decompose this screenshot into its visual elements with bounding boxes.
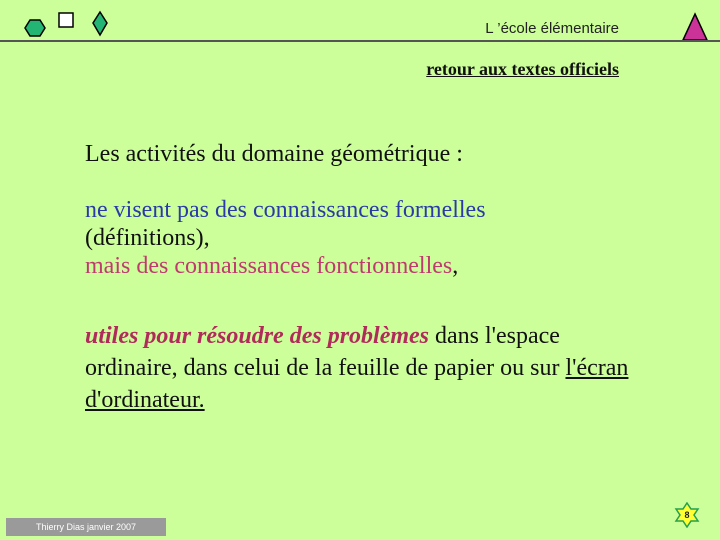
functional-knowledge-line: mais des connaissances fonctionnelles [85,253,453,279]
space-description: dans l'espace ordinaire, dans celui de la feuille de papier ou sur [85,323,566,381]
page-number: 8 [684,510,690,520]
header-divider [0,40,720,42]
slide-heading: Les activités du domaine géométrique : [85,141,463,167]
page-header-title: L ’école élémentaire [485,20,619,37]
comma: , [452,253,459,279]
square-icon[interactable] [59,13,73,27]
home-hexagon-icon[interactable] [25,20,45,36]
footer-credit: Thierry Dias janvier 2007 [6,518,166,536]
formal-knowledge-line: ne visent pas des connaissances formelles [85,197,486,223]
useful-problems-emphasis: utiles pour résoudre des problèmes [85,323,430,349]
definitions-line: (définitions), [85,225,210,251]
triangle-nav [681,12,711,42]
triangle-up-icon[interactable] [683,14,707,40]
back-to-official-texts-link[interactable]: retour aux textes officiels [426,59,619,79]
computer-screen-underlined: l'écran d'ordinateur. [85,355,629,413]
diamond-icon[interactable] [93,12,107,35]
nav-shapes [20,10,120,40]
slide-body [85,140,645,416]
page-number-badge [674,502,700,528]
